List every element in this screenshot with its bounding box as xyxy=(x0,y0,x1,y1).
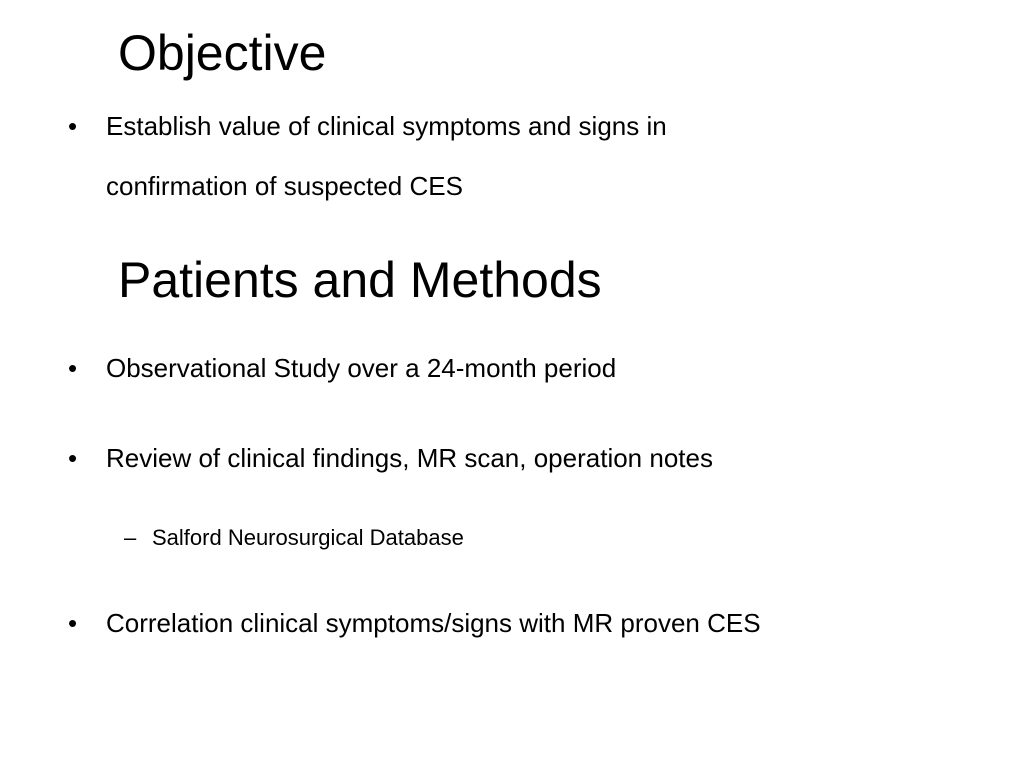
objective-bullet xyxy=(68,96,667,216)
methods-bullet-study xyxy=(68,338,616,398)
methods-bullet-text: Correlation clinical symptoms/signs with MR proven CES xyxy=(106,608,761,638)
methods-bullet-text: Observational Study over a 24-month period xyxy=(106,353,617,383)
bullet-marker: • xyxy=(68,111,78,141)
bullet-marker: • xyxy=(68,443,78,473)
methods-sub-bullet-database xyxy=(124,523,464,553)
methods-heading: Patients and Methods xyxy=(118,252,602,308)
objective-bullet-line-1: Establish value of clinical symptoms and signs in xyxy=(106,111,667,141)
methods-sub-bullet-text: Salford Neurosurgical Database xyxy=(152,525,464,550)
dash-marker: – xyxy=(124,525,137,550)
objective-bullet-line-2: confirmation of suspected CES xyxy=(106,171,463,201)
bullet-marker: • xyxy=(68,353,78,383)
methods-bullet-correlation xyxy=(68,593,761,653)
methods-bullet-review xyxy=(68,428,713,488)
bullet-marker: • xyxy=(68,608,78,638)
objective-heading: Objective xyxy=(118,25,327,81)
methods-bullet-text: Review of clinical findings, MR scan, operation notes xyxy=(106,443,713,473)
